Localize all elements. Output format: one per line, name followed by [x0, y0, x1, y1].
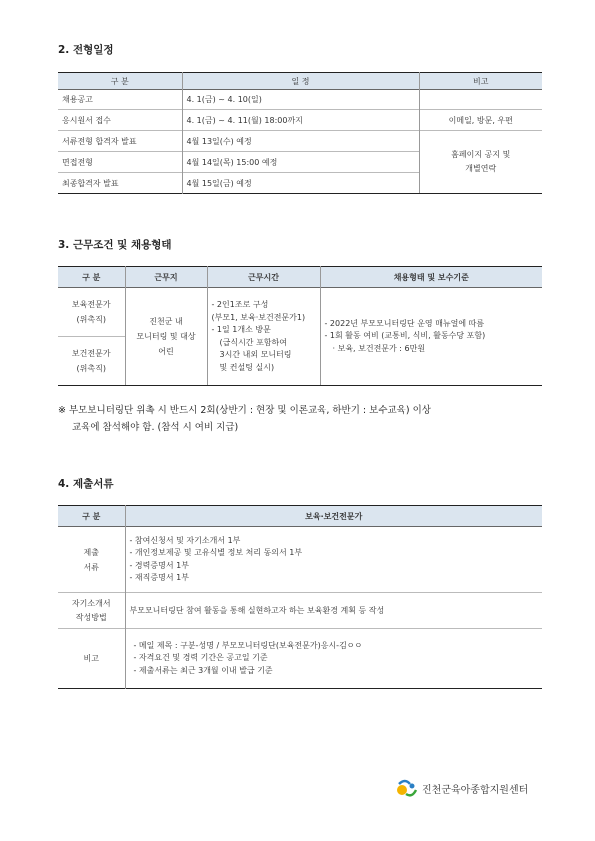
schedule-date: 4. 1(금) ~ 4. 11(월) 18:00까지: [182, 110, 419, 131]
label-line: 자기소개서: [71, 598, 111, 608]
documents-table: [58, 505, 542, 689]
place-line: 진천군 내: [149, 317, 183, 326]
remark-label: 비고: [58, 629, 125, 689]
schedule-header-item: 구 분: [58, 73, 182, 90]
intro-label: [58, 593, 125, 629]
docs-label: [58, 527, 125, 593]
schedule-item: 서류전형 합격자 발표: [58, 131, 182, 152]
docs-header-role: 보육·보건전문가: [305, 511, 363, 521]
training-note: [58, 402, 431, 436]
work-header-pay: 채용형태 및 보수기준: [393, 272, 469, 282]
work-hours: [207, 288, 320, 386]
role-label: 보육전문가: [71, 300, 111, 309]
table-row: [58, 110, 542, 131]
schedule-date: 4월 13일(수) 예정: [182, 131, 419, 152]
list-item: - 경력증명서 1부: [129, 560, 189, 570]
place-line: 모니터링 및 대상: [136, 332, 196, 341]
schedule-note: 이메일, 방문, 우편: [448, 115, 513, 125]
work-place: [125, 288, 207, 386]
table-row: [58, 90, 542, 110]
label-line: 제출: [83, 547, 99, 557]
hours-line: (부모1, 보육·보건전문가1): [211, 312, 306, 322]
schedule-header-note: 비고: [473, 76, 489, 86]
work-header-hours: 근무시간: [207, 267, 320, 288]
schedule-item: 채용공고: [58, 90, 182, 110]
intro-text: 부모모니터링단 참여 활동을 통해 실현하고자 하는 보육환경 계획 등 작성: [129, 606, 385, 615]
schedule-header-date: 일 정: [182, 73, 419, 90]
role-health: [58, 337, 125, 386]
org-logo: [396, 778, 528, 798]
list-item: - 제출서류는 최근 3개월 이내 발급 기준: [133, 665, 273, 675]
schedule-item: 최종합격자 발표: [58, 173, 182, 194]
section-2-title: 2. 전형일정: [58, 44, 114, 56]
table-row: [58, 629, 542, 689]
role-type: (위촉직): [76, 364, 106, 373]
logo-mark-icon: [396, 778, 418, 798]
list-item: - 자격요건 및 경력 기간은 공고일 기준: [133, 653, 268, 663]
schedule-note: [419, 131, 542, 194]
work-header-item: 구 분: [58, 267, 125, 288]
list-item: - 참여신청서 및 자기소개서 1부: [129, 535, 241, 545]
list-item: - 개인정보제공 및 고유식별 정보 처리 동의서 1부: [129, 548, 303, 557]
role-label: 보건전문가: [71, 349, 111, 358]
table-row: [58, 593, 542, 629]
schedule-date: 4. 1(금) ~ 4. 10(일): [182, 90, 419, 110]
schedule-date: 4월 14일(목) 15:00 예정: [182, 152, 419, 173]
pay-basis: [320, 288, 542, 386]
list-item: - 재직증명서 1부: [129, 573, 189, 582]
remarks-list: [125, 629, 542, 689]
schedule-item: 응시원서 접수: [58, 110, 182, 131]
table-row: [58, 288, 542, 337]
role-childcare: [58, 288, 125, 337]
label-line: 작성방법: [75, 612, 107, 622]
schedule-item: 면접전형: [58, 152, 182, 173]
pay-line: - 1회 활동 여비 (교통비, 식비, 활동수당 포함): [324, 331, 486, 341]
pay-line: · 보육, 보건전문가 : 6만원: [332, 343, 426, 353]
schedule-table: [58, 72, 542, 194]
place-line: 어린: [158, 347, 174, 356]
work-header-place: 근무지: [125, 267, 207, 288]
docs-header-item: 구 분: [58, 506, 125, 527]
table-row: [58, 131, 542, 152]
section-3-title: 3. 근무조건 및 채용형태: [58, 239, 172, 251]
note-line: ※ 부모보니터링단 위촉 시 반드시 2회(상반기 : 현장 및 이론교육, 하반기 : 보수교육) 이상: [58, 405, 431, 416]
work-conditions-table: [58, 266, 542, 386]
schedule-note: [419, 90, 542, 110]
pay-line: - 2022년 부모모니터링단 운영 매뉴얼에 따름: [324, 318, 485, 328]
table-row: [58, 527, 542, 593]
hours-line: (급식시간 포함하여: [219, 337, 287, 347]
org-name: 진천군육아종합지원센터: [422, 784, 529, 796]
role-type: (위촉직): [76, 315, 106, 324]
docs-list: [125, 527, 542, 593]
schedule-date: 4월 15일(금) 예정: [182, 173, 419, 194]
list-item: - 메일 제목 : 구분-성명 / 부모모니터링단(보육전문가)응시-김ㅇㅇ: [133, 640, 363, 650]
label-line: 서류: [83, 562, 99, 572]
hours-line: 및 컨설팅 실시): [219, 362, 275, 372]
note-line: 교육에 참석해야 함. (참석 시 여비 지급): [72, 422, 239, 433]
hours-line: - 2인1조로 구성: [211, 300, 269, 309]
section-4-title: 4. 제출서류: [58, 478, 114, 490]
note-line: 개별연락: [465, 164, 497, 173]
hours-line: - 1일 1개소 방문: [211, 325, 271, 334]
note-line: 홈페이지 공지 및: [451, 150, 511, 159]
hours-line: 3시간 내외 모니터링: [219, 350, 292, 359]
